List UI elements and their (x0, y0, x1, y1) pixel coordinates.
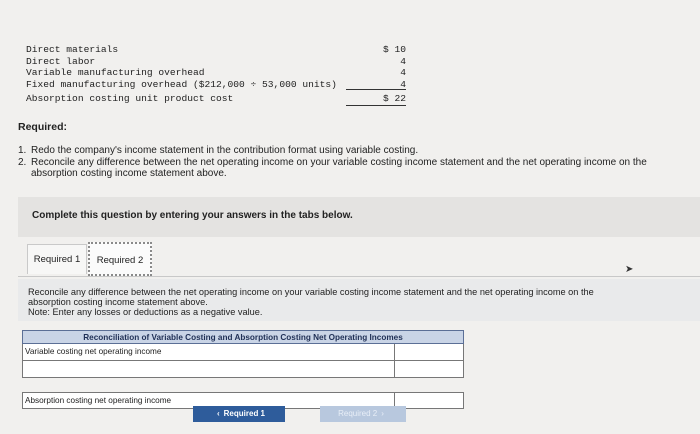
cost-label: Variable manufacturing overhead (26, 67, 205, 78)
question-panel (18, 279, 700, 321)
next-button-label: Required 2 (338, 409, 378, 418)
table-row-adjustment (22, 361, 464, 378)
total-rule (346, 105, 406, 106)
required-list (18, 145, 688, 180)
required-item-2 (18, 157, 688, 180)
instruction-text: Complete this question by entering your answers in the tabs below. (32, 210, 353, 221)
tab-required-1[interactable]: Required 1 (27, 244, 87, 274)
previous-button[interactable] (193, 406, 285, 422)
cost-value: 4 (400, 67, 406, 78)
adjustment-value-input[interactable] (393, 361, 463, 377)
cost-value: 4 (400, 78, 406, 90)
chevron-left-icon: ‹ (216, 409, 220, 418)
required-heading: Required: (18, 121, 68, 133)
cost-row-total (26, 93, 406, 105)
cost-label: Direct labor (26, 55, 96, 67)
cost-row-direct-materials (26, 44, 406, 56)
table-row-variable-income (22, 344, 464, 361)
cost-value: $ 10 (382, 44, 406, 55)
tab-required-2[interactable]: Required 2 (88, 242, 152, 276)
instruction-box (18, 197, 700, 237)
cost-total-value: $ 22 (382, 93, 406, 104)
mouse-cursor-icon: ➤ (625, 264, 634, 275)
cost-row-direct-labor (26, 56, 406, 68)
variable-income-input[interactable] (393, 344, 463, 360)
required-item-text: Redo the company's income statement in the contribution format using variable costing. (31, 145, 419, 156)
unit-cost-table (26, 44, 406, 105)
table-spacer (22, 378, 464, 392)
variable-income-label: Variable costing net operating income (23, 344, 395, 360)
required-item-number: 2. (18, 156, 27, 168)
absorption-income-label: Absorption costing net operating income (23, 393, 395, 408)
previous-button-label: Required 1 (223, 409, 265, 418)
cost-label: Direct materials (26, 44, 119, 55)
panel-note: Note: Enter any losses or deductions as a negative value. (28, 307, 263, 317)
required-item-1 (18, 145, 688, 157)
chevron-right-icon: › (381, 409, 384, 418)
cost-label: Fixed manufacturing overhead ($212,000 ÷ 53,000 units) (26, 78, 337, 90)
required-item-text: Reconcile any difference between the net operating income on your variable costing income statement and the net operating income on the absorption costing income statement above. (31, 156, 647, 179)
cost-value: 4 (400, 55, 406, 67)
cost-row-variable-overhead (26, 67, 406, 79)
cost-total-label: Absorption costing unit product cost (26, 93, 234, 104)
subtotal-rule (346, 89, 406, 90)
tab-divider (18, 276, 700, 277)
adjustment-label-input[interactable] (23, 361, 395, 377)
reconciliation-title: Reconciliation of Variable Costing and Absorption Costing Net Operating Incomes (22, 330, 464, 344)
panel-text: Reconcile any difference between the net operating income on your variable costing income statement and the net operating income on the absorption costing income statement above. (28, 287, 594, 307)
required-item-number: 1. (18, 145, 27, 156)
reconciliation-table (22, 330, 464, 409)
next-button[interactable] (320, 406, 406, 422)
